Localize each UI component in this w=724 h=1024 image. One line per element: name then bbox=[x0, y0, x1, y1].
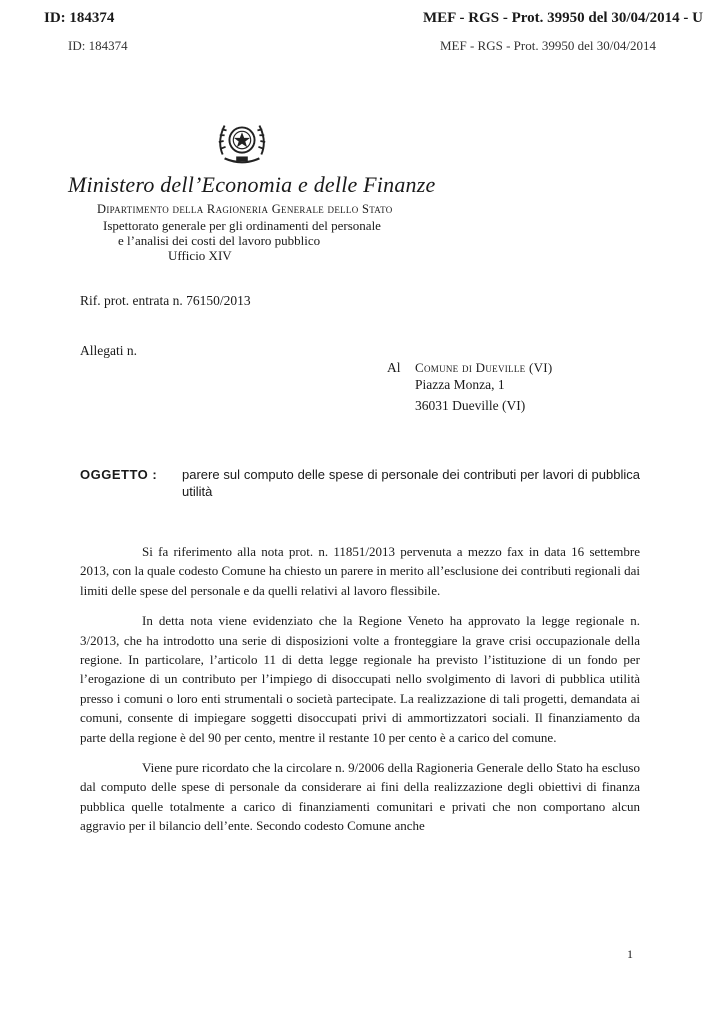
subject-text: parere sul computo delle spese di personale dei contributi per lavori di pubblica utilità bbox=[182, 467, 640, 499]
recipient-prefix: Al bbox=[387, 360, 401, 375]
attachments-label: Allegati n. bbox=[80, 343, 137, 358]
paragraph-3: Viene pure ricordato che la circolare n. 9/2006 della Ragioneria Generale dello Stato ha escluso dal computo delle spese di personale da considerare ai fini della realizzazione degli obiettivi di finanza pubblica quelle totalmente a carico di finanziamenti comunitari e privati che non comportano alcun aggravio per il bilancio dell’ente. Secondo codesto Comune anche bbox=[80, 760, 640, 834]
protocol-number-light: MEF - RGS - Prot. 39950 del 30/04/2014 bbox=[440, 38, 656, 53]
italian-emblem-icon bbox=[213, 112, 271, 170]
subject-label: OGGETTO : bbox=[80, 467, 158, 482]
subject-block bbox=[80, 466, 640, 500]
page-number: 1 bbox=[627, 947, 633, 961]
protocol-id-light: ID: 184374 bbox=[68, 38, 128, 53]
inspectorate-line-2: e l’analisi dei costi del lavoro pubblico bbox=[118, 233, 321, 248]
department-name: Dipartimento della Ragioneria Generale dello Stato bbox=[97, 202, 393, 216]
paragraph-1: Si fa riferimento alla nota prot. n. 11851/2013 pervenuta a mezzo fax in data 16 settembre 2013, con la quale codesto Comune ha chiesto un parere in merito all’esclusione dei contributi regionali dai limiti delle spese del personale e da quelli relativi al lavoro flessibile. bbox=[80, 544, 640, 598]
paragraph-2: In detta nota viene evidenziato che la Regione Veneto ha approvato la legge regionale n. 3/2013, che ha introdotto una serie di disposizioni volte a fronteggiare la grave crisi occupazionale della regione. In particolare, l’articolo 11 di detta legge regionale ha previsto l’istituzione di un fondo per l’erogazione di un contributo per l’impiego di disoccupati nello svolgimento di lavori di pubblica utilità presso i comuni o loro enti strumentali o società partecipate. La realizzazione di tali progetti, demandata ai comuni, consente di impiegare soggetti disoccupati privi di ammortizzatori sociali. Il finanziamento da parte della regione è del 90 per cento, mentre il restante 10 per cento è a carico del comune. bbox=[80, 613, 640, 745]
recipient-street: Piazza Monza, 1 bbox=[415, 377, 505, 392]
reference-number: Rif. prot. entrata n. 76150/2013 bbox=[80, 293, 251, 308]
letter-body bbox=[80, 542, 640, 847]
recipient-name: Comune di Dueville (VI) bbox=[415, 360, 553, 375]
protocol-number-bold: MEF - RGS - Prot. 39950 del 30/04/2014 - U bbox=[423, 10, 703, 26]
protocol-id-bold: ID: 184374 bbox=[44, 10, 115, 26]
office-name: Ufficio XIV bbox=[168, 248, 232, 263]
ministry-name: Ministero dell’Economia e delle Finanze bbox=[68, 172, 436, 197]
inspectorate-line-1: Ispettorato generale per gli ordinamenti del personale bbox=[103, 218, 381, 233]
recipient-city: 36031 Dueville (VI) bbox=[415, 398, 526, 413]
